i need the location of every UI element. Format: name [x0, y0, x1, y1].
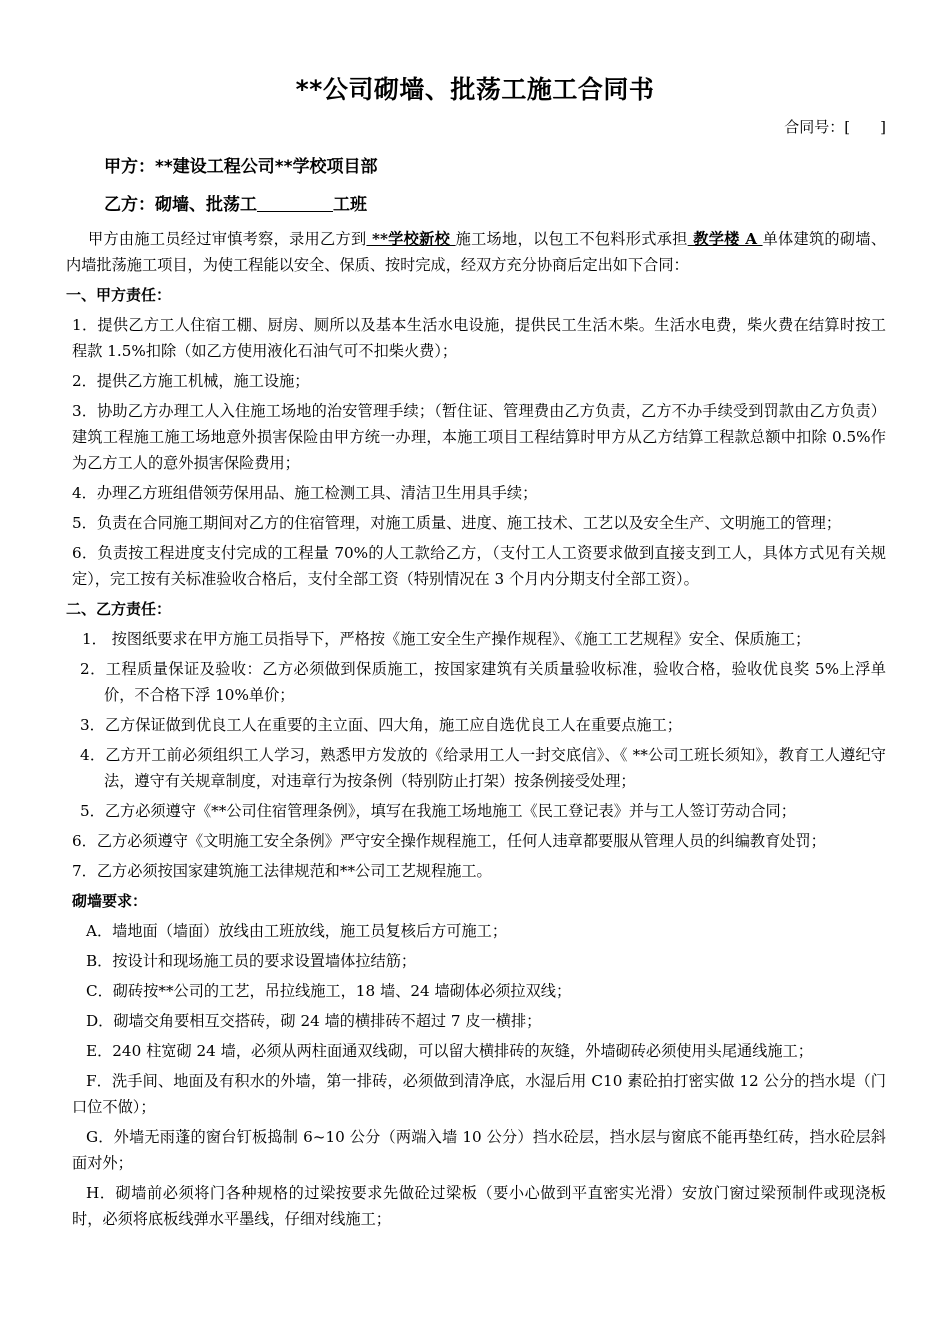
- wall-requirements-heading: 砌墙要求：: [72, 892, 148, 910]
- document-title: **公司砌墙、批荡工施工合同书: [295, 75, 655, 104]
- section1-heading: 一、甲方责任：: [66, 286, 172, 304]
- intro-site: **学校新校: [366, 230, 456, 248]
- section1-item: 1．提供乙方工人住宿工棚、厨房、厕所以及基本生活水电设施，提供民工生活木柴。生活水电费，柴火费在结算时按工程款 1.5%扣除（如乙方使用液化石油气可不扣柴火费）；: [72, 316, 886, 360]
- party-b: [104, 190, 367, 215]
- section2-item: 1． 按图纸要求在甲方施工员指导下，严格按《施工安全生产操作规程》、《施工工艺规程》安全、保质施工；: [82, 630, 811, 648]
- section2-item: 7．乙方必须按国家建筑施工法律规范和**公司工艺规程施工。: [72, 862, 492, 880]
- section1-item: 5．负责在合同施工期间对乙方的住宿管理，对施工质量、进度、施工技术、工艺以及安全生产、文明施工的管理；: [72, 514, 842, 532]
- wall-requirement-item: D．砌墙交角要相互交搭砖，砌 24 墙的横排砖不超过 7 皮一横排；: [86, 1012, 542, 1030]
- section2-item: 5．乙方必须遵守《**公司住宿管理条例》，填写在我施工场地施工《民工登记表》并与工人签订劳动合同；: [80, 802, 796, 820]
- intro-text-1: 甲方由施工员经过审慎考察，录用乙方到: [88, 230, 367, 248]
- wall-requirement-item: F．洗手间、地面及有积水的外墙，第一排砖，必须做到清净底，水湿后用 C10 素砼拍打密实做 12 公分的挡水堤（门口位不做）；: [72, 1072, 886, 1116]
- intro-paragraph: [66, 226, 886, 278]
- contract-body: [66, 226, 886, 1232]
- intro-text-3: 单体建筑的砌墙、内墙批荡施工项目，为使工程能以安全、保质、按时完成，经双方充分协商后定出如下合同：: [66, 230, 887, 274]
- contract-number: 合同号：[ ]: [784, 118, 886, 136]
- section2-item: 3．乙方保证做到优良工人在重要的主立面、四大角，施工应自选优良工人在重要点施工；: [80, 716, 682, 734]
- wall-requirement-item: A．墙地面（墙面）放线由工班放线，施工员复核后方可施工；: [86, 922, 508, 940]
- party-a: 甲方：**建设工程公司**学校项目部: [104, 157, 378, 177]
- wall-requirement-item: B．按设计和现场施工员的要求设置墙体拉结筋；: [86, 952, 417, 970]
- intro-text-2: 施工场地，以包工不包料形式承担: [455, 230, 688, 248]
- section1-item: 6．负责按工程进度支付完成的工程量 70%的人工款给乙方，（支付工人工资要求做到直接支到工人，具体方式见有关规定），完工按有关标准验收合格后，支付全部工资（特别情况在 3 个月内分期支付全部工资）。: [72, 544, 886, 588]
- party-b-blank: [257, 195, 333, 212]
- wall-requirement-item: H．砌墙前必须将门各种规格的过梁按要求先做砼过梁板（要小心做到平直密实光滑）安放门窗过梁预制件或现浇板时，必须将底板线弹水平墨线，仔细对线施工；: [72, 1184, 886, 1228]
- section1-item: 4．办理乙方班组借领劳保用品、施工检测工具、清洁卫生用具手续；: [72, 484, 538, 502]
- section2-item: 4．乙方开工前必须组织工人学习，熟悉甲方发放的《给录用工人一封交底信》、《 **公司工班长须知》，教育工人遵纪守法，遵守有关规章制度，对违章行为按条例（特别防止打架）按条例接受处理；: [80, 746, 886, 790]
- party-b-prefix: 乙方：砌墙、批荡工: [104, 195, 257, 215]
- section1-item: 2．提供乙方施工机械，施工设施；: [72, 372, 310, 390]
- section2-item: 2．工程质量保证及验收：乙方必须做到保质施工，按国家建筑有关质量验收标准，验收合格，验收优良奖 5%上浮单价，不合格下浮 10%单价；: [80, 660, 886, 704]
- wall-requirement-item: G．外墙无雨蓬的窗台钉板捣制 6~10 公分（两端入墙 10 公分）挡水砼层，挡水层与窗底不能再垫红砖，挡水砼层斜面对外；: [72, 1128, 886, 1172]
- wall-requirement-item: E．240 柱宽砌 24 墙，必须从两柱面通双线砌，可以留大横排砖的灰缝，外墙砌砖必须使用头尾通线施工；: [86, 1042, 813, 1060]
- party-b-suffix: 工班: [333, 195, 367, 215]
- section1-item: 3．协助乙方办理工人入住施工场地的治安管理手续；（暂住证、管理费由乙方负责，乙方不办手续受到罚款由乙方负责）建筑工程施工施工场地意外损害保险由甲方统一办理，本施工项目工程结算时甲方从乙方结算工程款总额中扣除 0.5%作为乙方工人的意外损害保险费用；: [72, 402, 886, 472]
- section2-item: 6．乙方必须遵守《文明施工安全条例》严守安全操作规程施工，任何人违章都要服从管理人员的纠编教育处罚；: [72, 832, 826, 850]
- wall-requirement-item: C．砌砖按**公司的工艺，吊拉线施工，18 墙、24 墙砌体必须拉双线；: [86, 982, 572, 1000]
- section2-heading: 二、乙方责任：: [66, 600, 172, 618]
- intro-building: 教学楼 A: [687, 230, 763, 248]
